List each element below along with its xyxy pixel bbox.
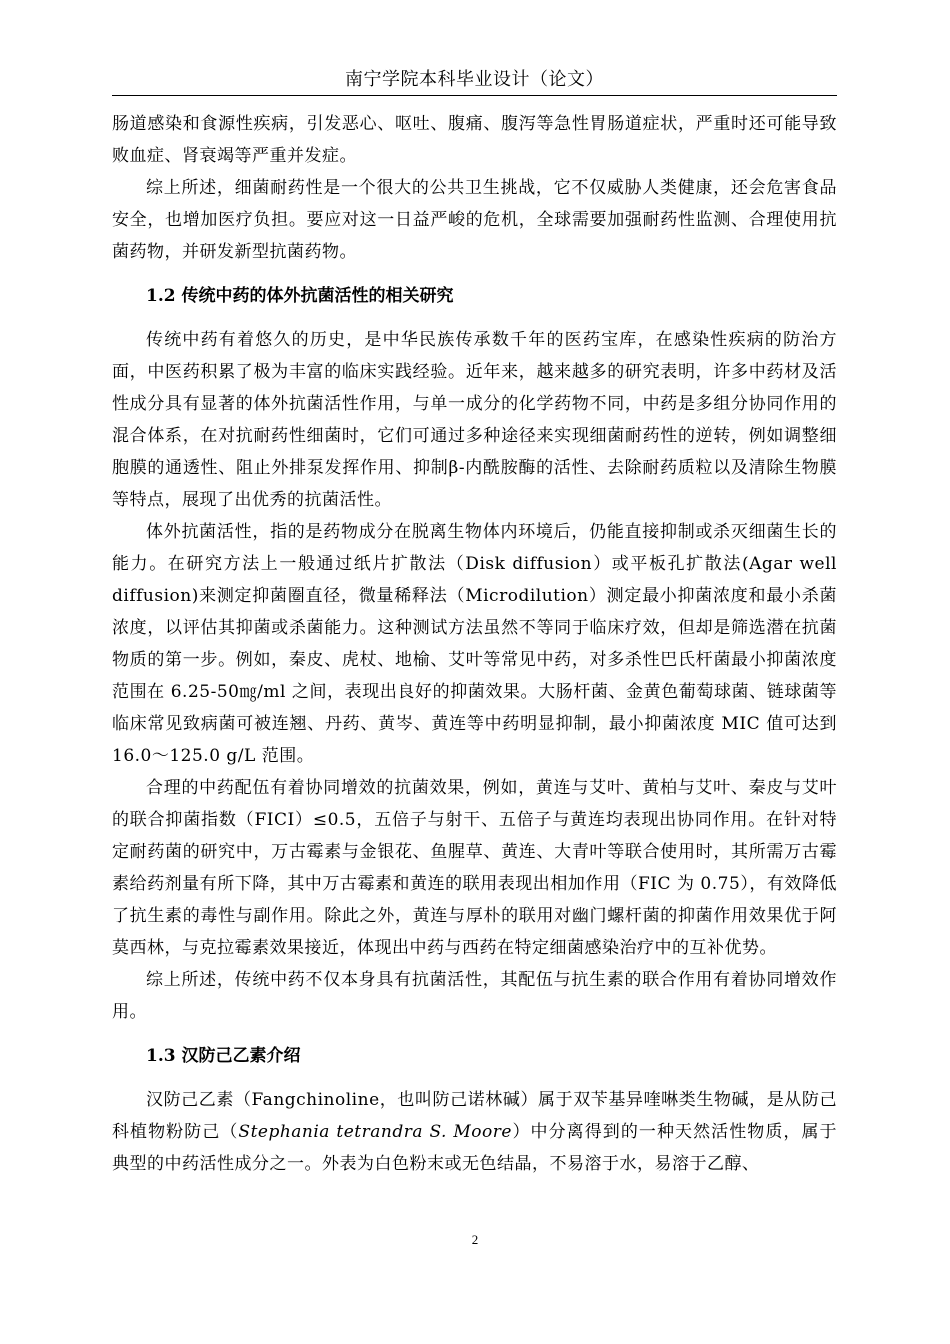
text-span: ）中分离得到的一种天然活性物质，属于典型的中药活性成分之一。外表为白色粉末或无色结晶，不易溶于水，易溶于乙醇、 <box>112 1122 838 1174</box>
page-number: 2 <box>471 1232 479 1247</box>
running-header: 南宁学院本科毕业设计（论文） <box>345 69 604 90</box>
paragraph: 综上所述，传统中药不仅本身具有抗菌活性，其配伍与抗生素的联合作用有着协同增效作用。 <box>112 970 837 1022</box>
section-heading-1-3: 1.3 汉防己乙素介绍 <box>146 1046 301 1066</box>
paragraph: 综上所述，细菌耐药性是一个很大的公共卫生挑战，它不仅威胁人类健康，还会危害食品安全，也增加医疗负担。要应对这一日益严峻的危机，全球需要加强耐药性监测、合理使用抗菌药物，并研发新型抗菌药物。 <box>112 178 837 262</box>
paragraph: 肠道感染和食源性疾病，引发恶心、呕吐、腹痛、腹泻等急性胃肠道症状，严重时还可能导致败血症、肾衰竭等严重并发症。 <box>112 114 837 166</box>
body-content <box>112 108 837 1180</box>
section-heading-1-2: 1.2 传统中药的体外抗菌活性的相关研究 <box>146 286 454 306</box>
paragraph: 传统中药有着悠久的历史，是中华民族传承数千年的医药宝库，在感染性疾病的防治方面，中医药积累了极为丰富的临床实践经验。近年来，越来越多的研究表明，许多中药材及活性成分具有显著的体外抗菌活性作用，与单一成分的化学药物不同，中药是多组分协同作用的混合体系，在对抗耐药性细菌时，它们可通过多种途径来实现细菌耐药性的逆转，例如调整细胞膜的通透性、阻止外排泵发挥作用、抑制β-内酰胺酶的活性、去除耐药质粒以及清除生物膜等特点，展现了出优秀的抗菌活性。 <box>112 330 837 510</box>
paragraph: 体外抗菌活性，指的是药物成分在脱离生物体内环境后，仍能直接抑制或杀灭细菌生长的能力。在研究方法上一般通过纸片扩散法（Disk diffusion）或平板孔扩散法(Agar well diffusion)来测定抑菌圈直径，微量稀释法（Microdilution）测定最小抑菌浓度和最小杀菌浓度，以评估其抑菌或杀菌能力。这种测试方法虽然不等同于临床疗效，但却是筛选潜在抗菌物质的第一步。例如，秦皮、虎杖、地榆、艾叶等常见中药，对多杀性巴氏杆菌最小抑菌浓度范围在 6.25-50㎎/ml 之间，表现出良好的抑菌效果。大肠杆菌、金黄色葡萄球菌、链球菌等临床常见致病菌可被连翘、丹药、黄岑、黄连等中药明显抑制，最小抑菌浓度 MIC 值可达到 16.0～125.0 g/L 范围。 <box>112 522 837 766</box>
paragraph: 合理的中药配伍有着协同增效的抗菌效果，例如，黄连与艾叶、黄柏与艾叶、秦皮与艾叶的联合抑菌指数（FICI）≤0.5，五倍子与射干、五倍子与黄连均表现出协同作用。在针对特定耐药菌的研究中，万古霉素与金银花、鱼腥草、黄连、大青叶等联合使用时，其所需万古霉素给药剂量有所下降，其中万古霉素和黄连的联用表现出相加作用（FIC 为 0.75），有效降低了抗生素的毒性与副作用。除此之外，黄连与厚朴的联用对幽门螺杆菌的抑菌作用效果优于阿莫西林，与克拉霉素效果接近，体现出中药与西药在特定细菌感染治疗中的互补优势。 <box>112 778 837 958</box>
paragraph <box>112 1084 837 1180</box>
text-span: 汉防己乙素（Fangchinoline，也叫防己诺林碱）属于双苄基异喹啉类生物碱，是从防己科植物粉防己（ <box>112 1090 837 1142</box>
header-rule <box>112 95 837 96</box>
species-name: Stephania tetrandra S. Moore <box>238 1122 512 1142</box>
